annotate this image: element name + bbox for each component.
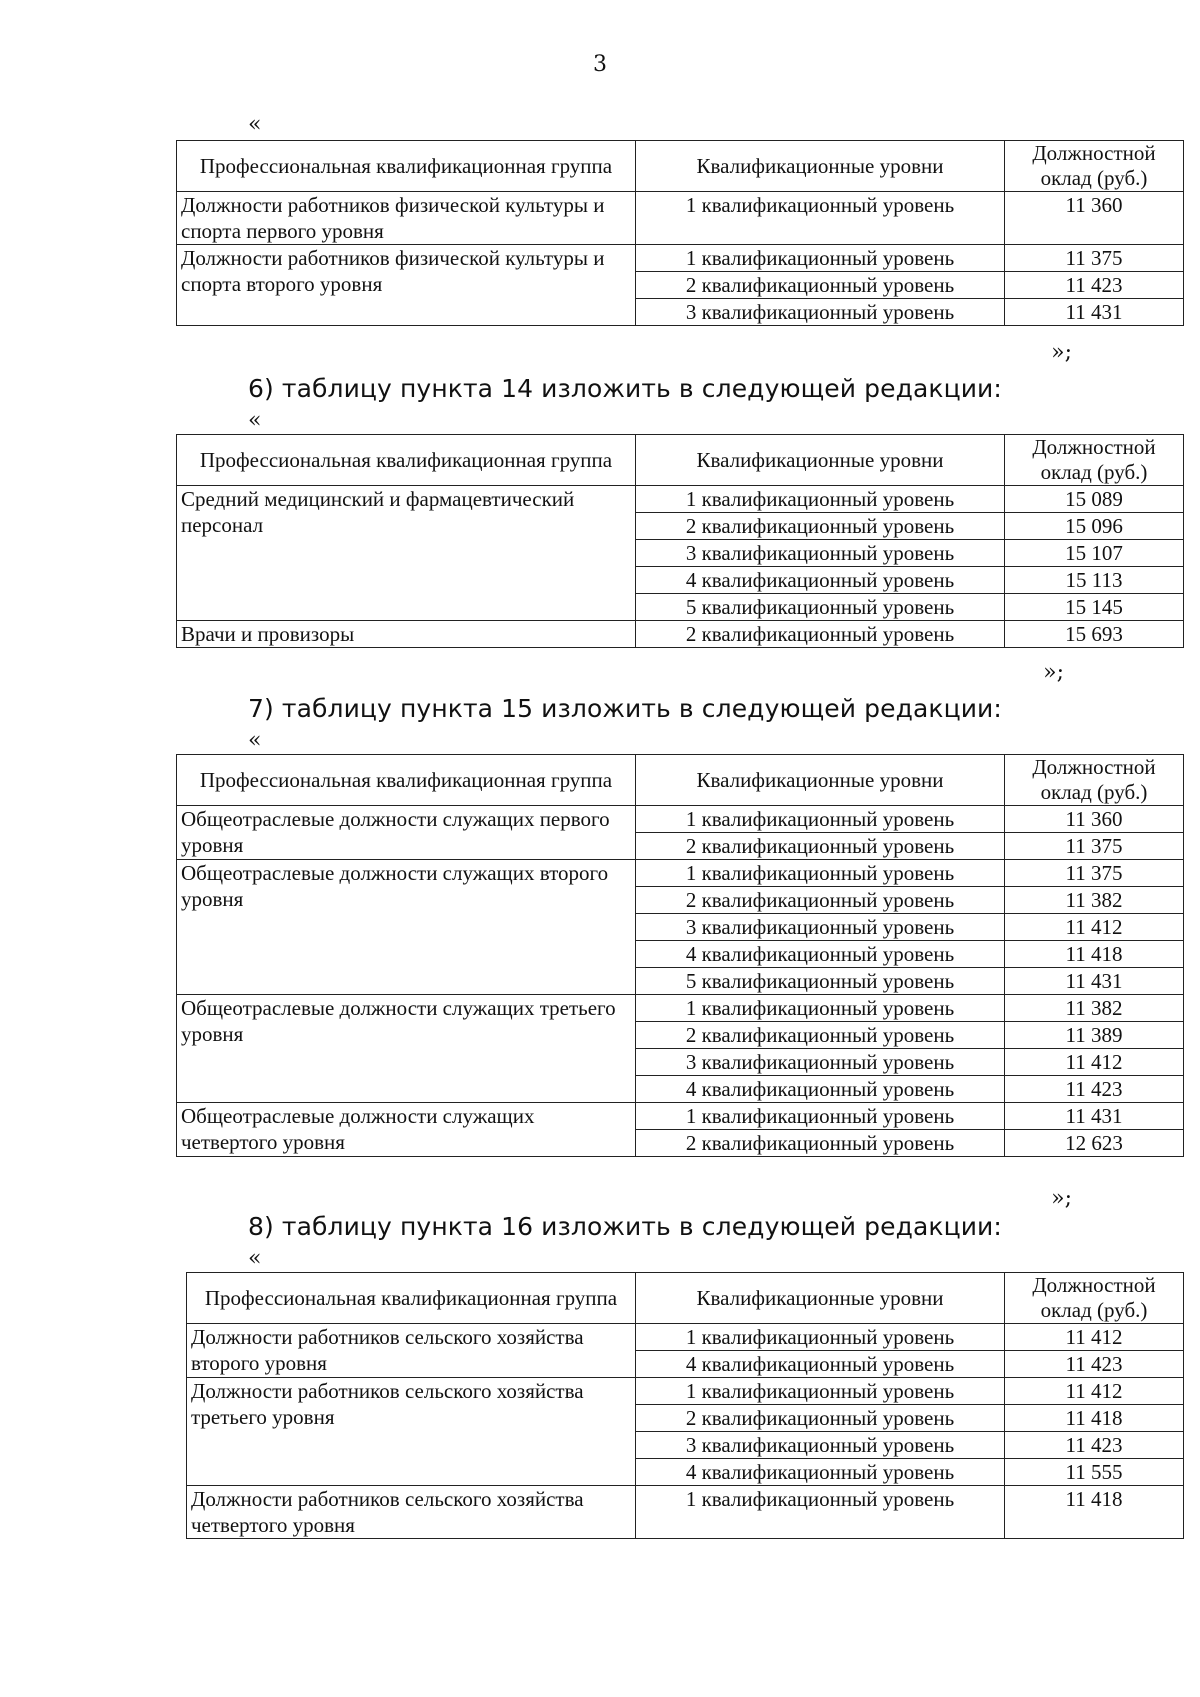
- salary-cell: 11 360: [1005, 192, 1184, 245]
- level-cell: 3 квалификационный уровень: [636, 540, 1005, 567]
- salary-table-4: [186, 1272, 1184, 1539]
- header-group: Профессиональная квалификационная группа: [177, 755, 636, 806]
- level-cell: 5 квалификационный уровень: [636, 594, 1005, 621]
- level-cell: 5 квалификационный уровень: [636, 968, 1005, 995]
- level-cell: 2 квалификационный уровень: [636, 887, 1005, 914]
- group-name: Общеотраслевые должности служащих второго уровня: [181, 861, 609, 911]
- closing-quote: »;: [1051, 1186, 1072, 1211]
- salary-cell: 11 423: [1005, 1076, 1184, 1103]
- salary-cell: 11 360: [1005, 806, 1184, 833]
- salary-cell: 15 113: [1005, 567, 1184, 594]
- salary-cell: 11 375: [1005, 245, 1184, 272]
- level-cell: 2 квалификационный уровень: [636, 1130, 1005, 1157]
- level-cell: 1 квалификационный уровень: [636, 245, 1005, 272]
- level-cell: 3 квалификационный уровень: [636, 1049, 1005, 1076]
- salary-cell: 11 555: [1005, 1459, 1184, 1486]
- level-cell: 1 квалификационный уровень: [636, 192, 1005, 245]
- section-heading-7: 7) таблицу пункта 15 изложить в следующей редакции:: [248, 694, 1002, 723]
- header-levels: Квалификационные уровни: [636, 755, 1005, 806]
- salary-cell: 15 693: [1005, 621, 1184, 648]
- group-cell: [187, 1378, 636, 1486]
- group-cell: [177, 192, 636, 245]
- table-row: [187, 1486, 1184, 1539]
- group-cell: [177, 486, 636, 621]
- table-row: [177, 192, 1184, 245]
- salary-cell: 11 423: [1005, 1432, 1184, 1459]
- group-name: Средний медицинский и фармацевтический персонал: [181, 487, 575, 537]
- group-cell: [177, 860, 636, 995]
- group-cell: [177, 621, 636, 648]
- salary-table-2: [176, 434, 1184, 648]
- level-cell: 2 квалификационный уровень: [636, 272, 1005, 299]
- salary-cell: 11 412: [1005, 914, 1184, 941]
- level-cell: 4 квалификационный уровень: [636, 1076, 1005, 1103]
- header-salary: Должностной оклад (руб.): [1005, 435, 1184, 486]
- opening-quote: «: [248, 112, 262, 137]
- closing-quote: »;: [1051, 340, 1072, 365]
- salary-cell: 11 412: [1005, 1049, 1184, 1076]
- level-cell: 2 квалификационный уровень: [636, 1405, 1005, 1432]
- table-row: [177, 245, 1184, 272]
- page-number: 3: [593, 52, 607, 77]
- salary-cell: 11 382: [1005, 887, 1184, 914]
- group-name: Должности работников физической культуры и спорта первого уровня: [181, 193, 605, 243]
- group-cell: [177, 1103, 636, 1157]
- level-cell: 4 квалификационный уровень: [636, 941, 1005, 968]
- table-row: [177, 1103, 1184, 1130]
- level-cell: 1 квалификационный уровень: [636, 1324, 1005, 1351]
- salary-cell: 11 418: [1005, 1486, 1184, 1539]
- group-name: Общеотраслевые должности служащих первого уровня: [181, 807, 610, 857]
- group-name: Врачи и провизоры: [181, 622, 355, 646]
- table-header-row: [177, 755, 1184, 806]
- salary-cell: 15 096: [1005, 513, 1184, 540]
- level-cell: 1 квалификационный уровень: [636, 1103, 1005, 1130]
- salary-cell: 12 623: [1005, 1130, 1184, 1157]
- header-group: Профессиональная квалификационная группа: [177, 141, 636, 192]
- salary-table-3: [176, 754, 1184, 1157]
- opening-quote: «: [248, 1246, 262, 1271]
- level-cell: 1 квалификационный уровень: [636, 1378, 1005, 1405]
- group-cell: [187, 1486, 636, 1539]
- group-name: Общеотраслевые должности служащих четвертого уровня: [181, 1104, 535, 1154]
- table-row: [177, 486, 1184, 513]
- group-cell: [177, 806, 636, 860]
- table-row: [177, 806, 1184, 833]
- level-cell: 4 квалификационный уровень: [636, 567, 1005, 594]
- salary-cell: 11 412: [1005, 1324, 1184, 1351]
- level-cell: 1 квалификационный уровень: [636, 860, 1005, 887]
- level-cell: 1 квалификационный уровень: [636, 995, 1005, 1022]
- group-name: Должности работников физической культуры и спорта второго уровня: [181, 246, 605, 296]
- table-row: [177, 860, 1184, 887]
- salary-cell: 15 107: [1005, 540, 1184, 567]
- opening-quote: «: [248, 408, 262, 433]
- level-cell: 2 квалификационный уровень: [636, 513, 1005, 540]
- table-row: [187, 1324, 1184, 1351]
- level-cell: 1 квалификационный уровень: [636, 806, 1005, 833]
- group-name: Должности работников сельского хозяйства четвертого уровня: [191, 1487, 584, 1537]
- salary-cell: 11 412: [1005, 1378, 1184, 1405]
- level-cell: 2 квалификационный уровень: [636, 833, 1005, 860]
- level-cell: 3 квалификационный уровень: [636, 299, 1005, 326]
- salary-table-1: [176, 140, 1184, 326]
- header-levels: Квалификационные уровни: [636, 1273, 1005, 1324]
- salary-cell: 11 431: [1005, 1103, 1184, 1130]
- opening-quote: «: [248, 728, 262, 753]
- level-cell: 2 квалификационный уровень: [636, 621, 1005, 648]
- group-name: Общеотраслевые должности служащих третьего уровня: [181, 996, 616, 1046]
- section-heading-8: 8) таблицу пункта 16 изложить в следующей редакции:: [248, 1212, 1002, 1241]
- salary-cell: 15 089: [1005, 486, 1184, 513]
- level-cell: 4 квалификационный уровень: [636, 1351, 1005, 1378]
- salary-cell: 11 389: [1005, 1022, 1184, 1049]
- header-group: Профессиональная квалификационная группа: [177, 435, 636, 486]
- salary-cell: 15 145: [1005, 594, 1184, 621]
- group-name: Должности работников сельского хозяйства третьего уровня: [191, 1379, 584, 1429]
- header-levels: Квалификационные уровни: [636, 141, 1005, 192]
- salary-cell: 11 423: [1005, 1351, 1184, 1378]
- group-cell: [187, 1324, 636, 1378]
- salary-cell: 11 423: [1005, 272, 1184, 299]
- table-row: [177, 621, 1184, 648]
- header-salary: Должностной оклад (руб.): [1005, 755, 1184, 806]
- group-name: Должности работников сельского хозяйства второго уровня: [191, 1325, 584, 1375]
- header-group: Профессиональная квалификационная группа: [187, 1273, 636, 1324]
- level-cell: 4 квалификационный уровень: [636, 1459, 1005, 1486]
- table-header-row: [177, 435, 1184, 486]
- salary-cell: 11 431: [1005, 968, 1184, 995]
- salary-cell: 11 375: [1005, 833, 1184, 860]
- level-cell: 2 квалификационный уровень: [636, 1022, 1005, 1049]
- salary-cell: 11 375: [1005, 860, 1184, 887]
- header-salary: Должностной оклад (руб.): [1005, 141, 1184, 192]
- salary-cell: 11 418: [1005, 941, 1184, 968]
- header-salary: Должностной оклад (руб.): [1005, 1273, 1184, 1324]
- section-heading-6: 6) таблицу пункта 14 изложить в следующей редакции:: [248, 374, 1002, 403]
- table-row: [187, 1378, 1184, 1405]
- table-row: [177, 995, 1184, 1022]
- closing-quote: »;: [1043, 660, 1064, 685]
- salary-cell: 11 418: [1005, 1405, 1184, 1432]
- table-header-row: [177, 141, 1184, 192]
- group-cell: [177, 995, 636, 1103]
- level-cell: 1 квалификационный уровень: [636, 1486, 1005, 1539]
- salary-cell: 11 382: [1005, 995, 1184, 1022]
- level-cell: 3 квалификационный уровень: [636, 1432, 1005, 1459]
- level-cell: 3 квалификационный уровень: [636, 914, 1005, 941]
- header-levels: Квалификационные уровни: [636, 435, 1005, 486]
- salary-cell: 11 431: [1005, 299, 1184, 326]
- level-cell: 1 квалификационный уровень: [636, 486, 1005, 513]
- group-cell: [177, 245, 636, 326]
- table-header-row: [187, 1273, 1184, 1324]
